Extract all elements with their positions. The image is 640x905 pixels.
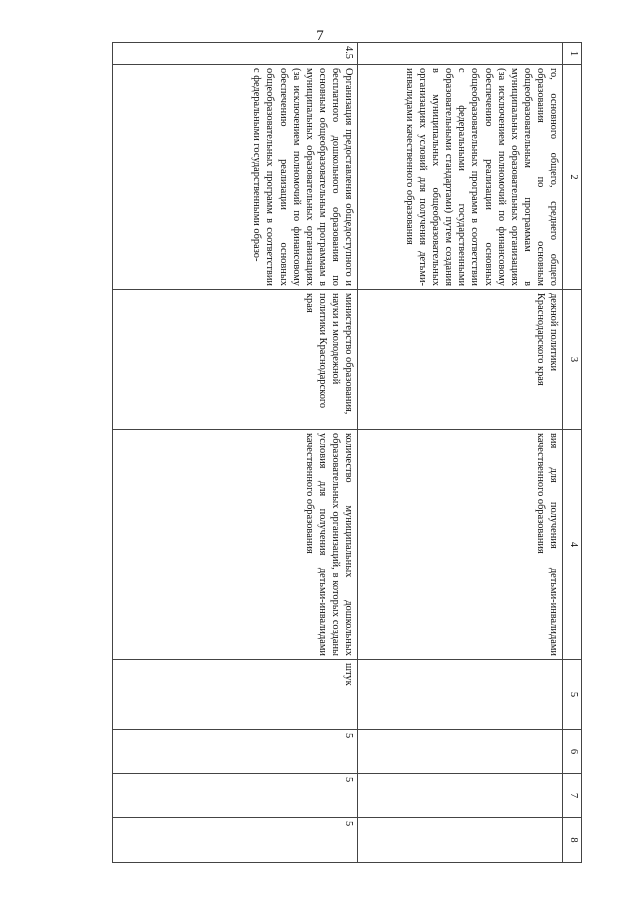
page-number: 7 [316,28,324,44]
header-cell-6: 6 [563,730,582,774]
unit [358,660,563,730]
header-cell-8: 8 [563,818,582,863]
value-col8: 5 [113,818,358,863]
table-row [113,43,358,863]
indicator-name: количество муниципальных дошкольных образовательных организаций, в которых созданы условия для получения детьми-инвалидами качественного образования [113,430,358,660]
header-cell-5: 5 [563,660,582,730]
value-col7 [358,774,563,818]
indicator-name: вия для получения детьми-инвалидами качественного образования [358,430,563,660]
measure-name: го, основного общего, среднего общего образования по основным общеобразовательным программам в муниципальных образовательных организациях (за исключением полномочий по финансовому обеспечению реализации основных общеобразовательных программ в соответствии с федеральными государственными образовательными стандартами) путем создания в муниципальных общеобразовательных организациях условий для получения детьми-инвалидами качественного образования [358,65,563,290]
value-col7: 5 [113,774,358,818]
header-row [563,43,582,863]
header-cell-4: 4 [563,430,582,660]
header-cell-2: 2 [563,65,582,290]
value-col6: 5 [113,730,358,774]
unit: штук [113,660,358,730]
data-table [112,42,582,863]
responsible-body: дежной политики Краснодарского края [358,290,563,430]
rotated-table-container [82,42,582,862]
row-number: 4.5 [113,43,358,65]
row-number [358,43,563,65]
header-cell-7: 7 [563,774,582,818]
header-cell-3: 3 [563,290,582,430]
responsible-body: министерство образования, науки и молодежной политики Краснодарского края [113,290,358,430]
header-cell-1: 1 [563,43,582,65]
value-col8 [358,818,563,863]
table-row [358,43,563,863]
value-col6 [358,730,563,774]
measure-name: Организация предоставления общедоступного и бесплатного дошкольного образования по основным общеобразовательным программам в муниципальных образовательных организациях (за исключением полномочий по финансовому обеспечению реализации основных общеобразовательных программ в соответствии с федеральными государственными образо- [113,65,358,290]
